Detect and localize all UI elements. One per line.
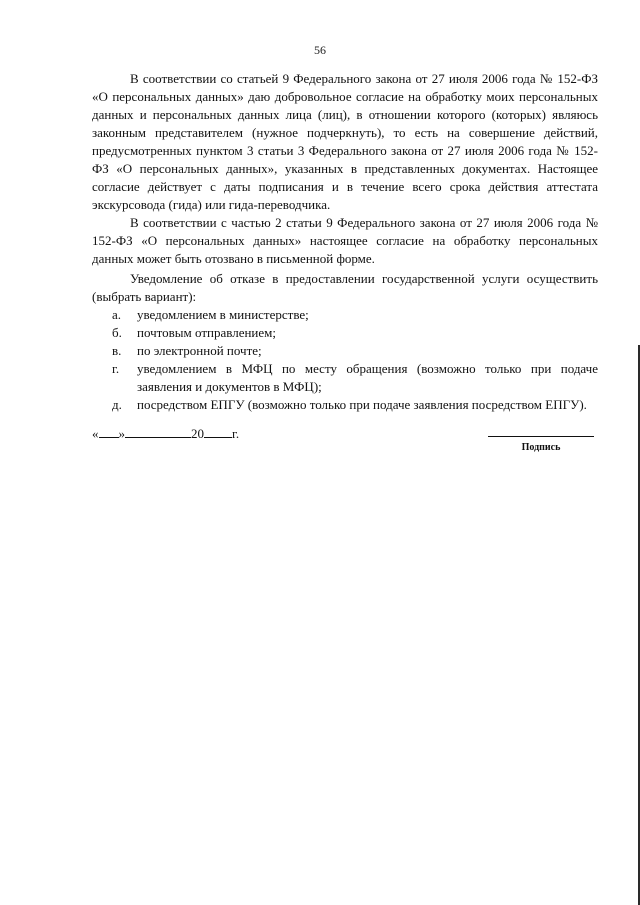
- year-prefix: 20: [191, 426, 204, 441]
- option-text: посредством ЕПГУ (возможно только при подаче заявления посредством ЕПГУ).: [137, 397, 587, 412]
- consent-text: [92, 70, 598, 414]
- revocation-paragraph: В соответствии с частью 2 статьи 9 Федерального закона от 27 июля 2006 года № 152-ФЗ «О персональных данных» настоящее согласие на обработку персональных данных может быть отозвано в письменной форме.: [92, 215, 598, 266]
- day-blank: [99, 425, 119, 438]
- option-letter: д.: [112, 397, 122, 412]
- notice-option-d: [92, 396, 598, 414]
- option-letter: г.: [112, 361, 120, 376]
- option-text: по электронной почте;: [137, 343, 262, 358]
- notice-options-list: [92, 306, 598, 414]
- notice-option-v: [92, 342, 598, 360]
- year-blank: [204, 425, 232, 438]
- consent-paragraph: В соответствии со статьей 9 Федерального закона от 27 июля 2006 года № 152-ФЗ «О персональных данных» даю добровольное согласие на обработку моих персональных данных и персональных данных лица (лиц), в отношении которого (которых) являюсь законным представителем (нужное подчеркнуть), то есть на совершение действий, предусмотренных пунктом 3 статьи 3 Федерального закона от 27 июля 2006 года № 152-ФЗ «О персональных данных», указанных в представленных документах. Настоящее согласие действует с даты подписания и в течение всего срока действия аттестата экскурсовода (гида) или гида-переводчика.: [92, 71, 598, 212]
- option-letter: в.: [112, 343, 122, 358]
- date-open-quote: «: [92, 426, 99, 441]
- year-suffix: г.: [232, 426, 240, 441]
- option-text: уведомлением в министерстве;: [137, 307, 309, 322]
- notice-intro: Уведомление об отказе в предоставлении государственной услуги осуществить (выбрать вариант):: [92, 271, 598, 304]
- month-blank: [125, 425, 191, 438]
- page-number: 56: [314, 43, 326, 57]
- date-close-quote: »: [118, 426, 125, 441]
- signature-label: Подпись: [521, 442, 561, 453]
- signature-line: [488, 436, 594, 437]
- date-field: [92, 425, 239, 442]
- option-text: уведомлением в МФЦ по месту обращения (возможно только при подаче заявления и документов в МФЦ);: [137, 361, 598, 394]
- option-letter: а.: [112, 307, 122, 322]
- option-letter: б.: [112, 325, 122, 340]
- option-text: почтовым отправлением;: [137, 325, 277, 340]
- notice-option-a: [92, 306, 598, 324]
- notice-option-b: [92, 324, 598, 342]
- notice-option-g: [92, 360, 598, 396]
